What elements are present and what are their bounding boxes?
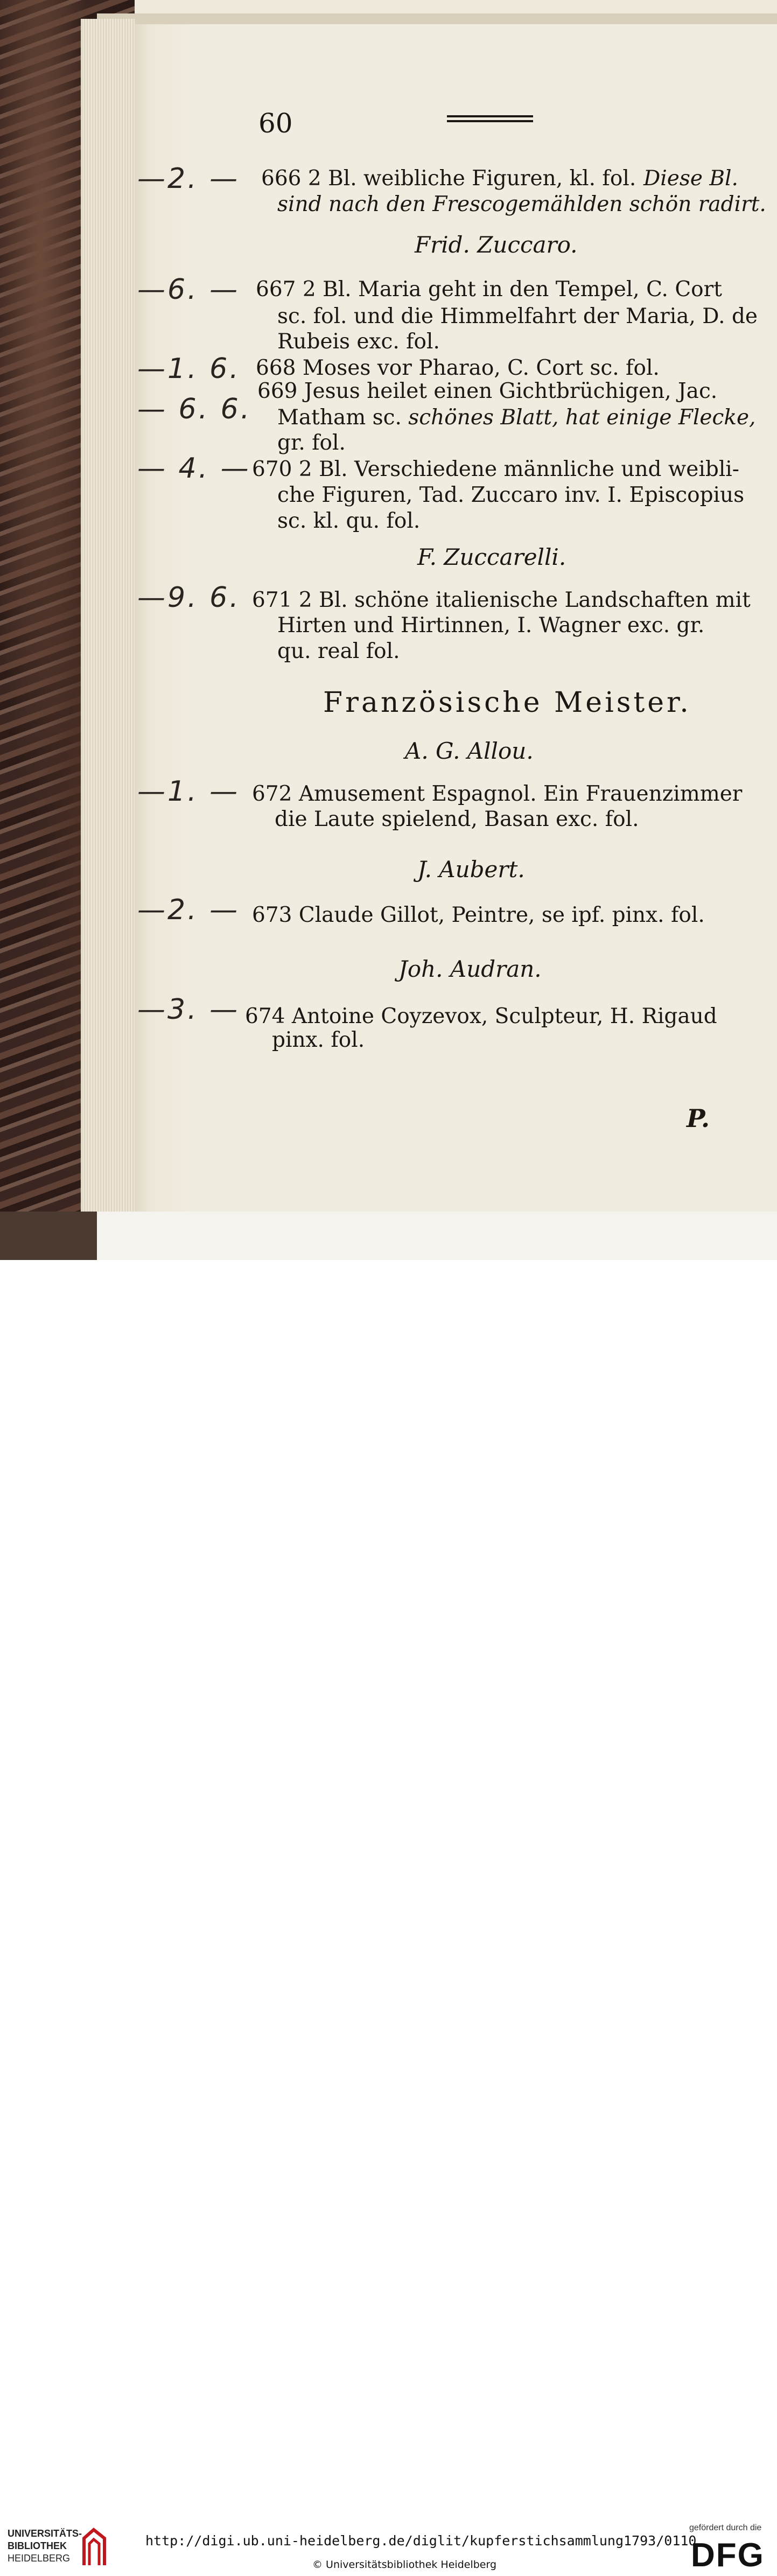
handwritten-price: —9. 6. bbox=[137, 582, 241, 614]
artist-heading: Frid. Zuccaro. bbox=[415, 232, 578, 258]
entry-number: 671 bbox=[252, 588, 292, 612]
entry-text: Matham sc. bbox=[277, 405, 402, 430]
handwritten-price: —2. — bbox=[137, 894, 240, 926]
entry-number: 669 bbox=[257, 379, 298, 403]
entry-note: schönes Blatt, hat einige Flecke, bbox=[408, 405, 756, 430]
artist-heading: J. Aubert. bbox=[417, 856, 525, 883]
entry-number: 668 bbox=[256, 356, 296, 380]
library-name-line: HEIDELBERG bbox=[8, 2553, 71, 2564]
entry-text: 2 Bl. weibliche Figuren, kl. fol. bbox=[307, 166, 636, 191]
entry-text: sc. kl. qu. fol. bbox=[277, 509, 421, 533]
entry-line bbox=[252, 783, 742, 804]
entry-number: 670 bbox=[252, 457, 292, 481]
entry-line bbox=[257, 381, 717, 402]
handwritten-price: —2. — bbox=[137, 163, 240, 195]
artist-heading: Joh. Audran. bbox=[398, 956, 542, 982]
entry-line bbox=[256, 279, 722, 300]
funding-note: gefördert durch die bbox=[689, 2523, 762, 2532]
handwritten-price: —1. 6. bbox=[137, 353, 241, 385]
entry-text: Claude Gillot, Peintre, se ipf. pinx. fol. bbox=[298, 903, 705, 927]
entry-text: Amusement Espagnol. Ein Frauenzimmer bbox=[298, 782, 743, 806]
entry-text: Moses vor Pharao, C. Cort sc. fol. bbox=[302, 356, 660, 380]
header-rule bbox=[447, 115, 533, 126]
entry-line bbox=[256, 358, 660, 379]
entry-number: 672 bbox=[252, 782, 292, 806]
library-mark-icon bbox=[81, 2528, 108, 2568]
handwritten-price: —1. — bbox=[137, 775, 240, 808]
viewer-footer bbox=[0, 1260, 777, 2574]
handwritten-price: — 4. — bbox=[137, 452, 251, 485]
entry-number: 666 bbox=[261, 166, 302, 191]
entry-text: 2 Bl. Maria geht in den Tempel, C. Cort bbox=[302, 277, 722, 302]
copyright-notice: © Universitätsbibliothek Heidelberg bbox=[312, 2559, 497, 2571]
entry-text: sc. fol. und die Himmelfahrt der Maria, D. de bbox=[277, 304, 758, 328]
entry-line bbox=[245, 1006, 717, 1027]
entry-note: Diese Bl. bbox=[643, 166, 738, 191]
entry-line bbox=[252, 905, 705, 926]
entry-note: sind nach den Frescogemählden schön radirt. bbox=[277, 192, 766, 216]
entry-number: 673 bbox=[252, 903, 292, 927]
entry-text: Hirten und Hirtinnen, I. Wagner exc. gr. bbox=[277, 613, 705, 638]
entry-text: pinx. fol. bbox=[272, 1028, 365, 1052]
permalink-url[interactable]: http://digi.ub.uni-heidelberg.de/diglit/kupferstichsammlung1793/0110 bbox=[145, 2533, 697, 2549]
entry-number: 667 bbox=[256, 277, 296, 302]
entry-text: Antoine Coyzevox, Sculpteur, H. Rigaud bbox=[291, 1004, 717, 1028]
entry-line bbox=[277, 407, 755, 428]
entry-text: 2 Bl. schöne italienische Landschaften mit bbox=[298, 588, 751, 612]
entry-text: gr. fol. bbox=[277, 431, 346, 455]
scanned-book-page bbox=[0, 0, 777, 1260]
entry-text: Rubeis exc. fol. bbox=[277, 330, 440, 354]
page-text bbox=[0, 0, 777, 1260]
entry-line bbox=[252, 590, 751, 611]
library-name-line: BIBLIOTHEK bbox=[8, 2540, 67, 2551]
section-title: Französische Meister. bbox=[323, 687, 691, 719]
entry-text: qu. real fol. bbox=[277, 639, 400, 663]
entry-line bbox=[261, 168, 636, 189]
entry-text: Jesus heilet einen Gichtbrüchigen, Jac. bbox=[304, 379, 718, 403]
entry-text: die Laute spielend, Basan exc. fol. bbox=[275, 807, 639, 831]
handwritten-price: —3. — bbox=[137, 993, 240, 1026]
page-number: 60 bbox=[258, 108, 293, 139]
entry-number: 674 bbox=[245, 1004, 285, 1028]
catchword: P. bbox=[687, 1104, 710, 1133]
artist-heading: A. G. Allou. bbox=[405, 738, 534, 764]
artist-heading: F. Zuccarelli. bbox=[417, 544, 566, 570]
entry-text: 2 Bl. Verschiedene männliche und weibli- bbox=[298, 457, 739, 481]
handwritten-price: —6. — bbox=[137, 274, 240, 306]
entry-text: che Figuren, Tad. Zuccaro inv. I. Episcopius bbox=[277, 483, 745, 507]
entry-line bbox=[252, 459, 739, 480]
dfg-logo: DFG bbox=[691, 2537, 765, 2574]
library-name-line: UNIVERSITÄTS- bbox=[8, 2528, 82, 2539]
handwritten-price: — 6. 6. bbox=[137, 393, 252, 425]
